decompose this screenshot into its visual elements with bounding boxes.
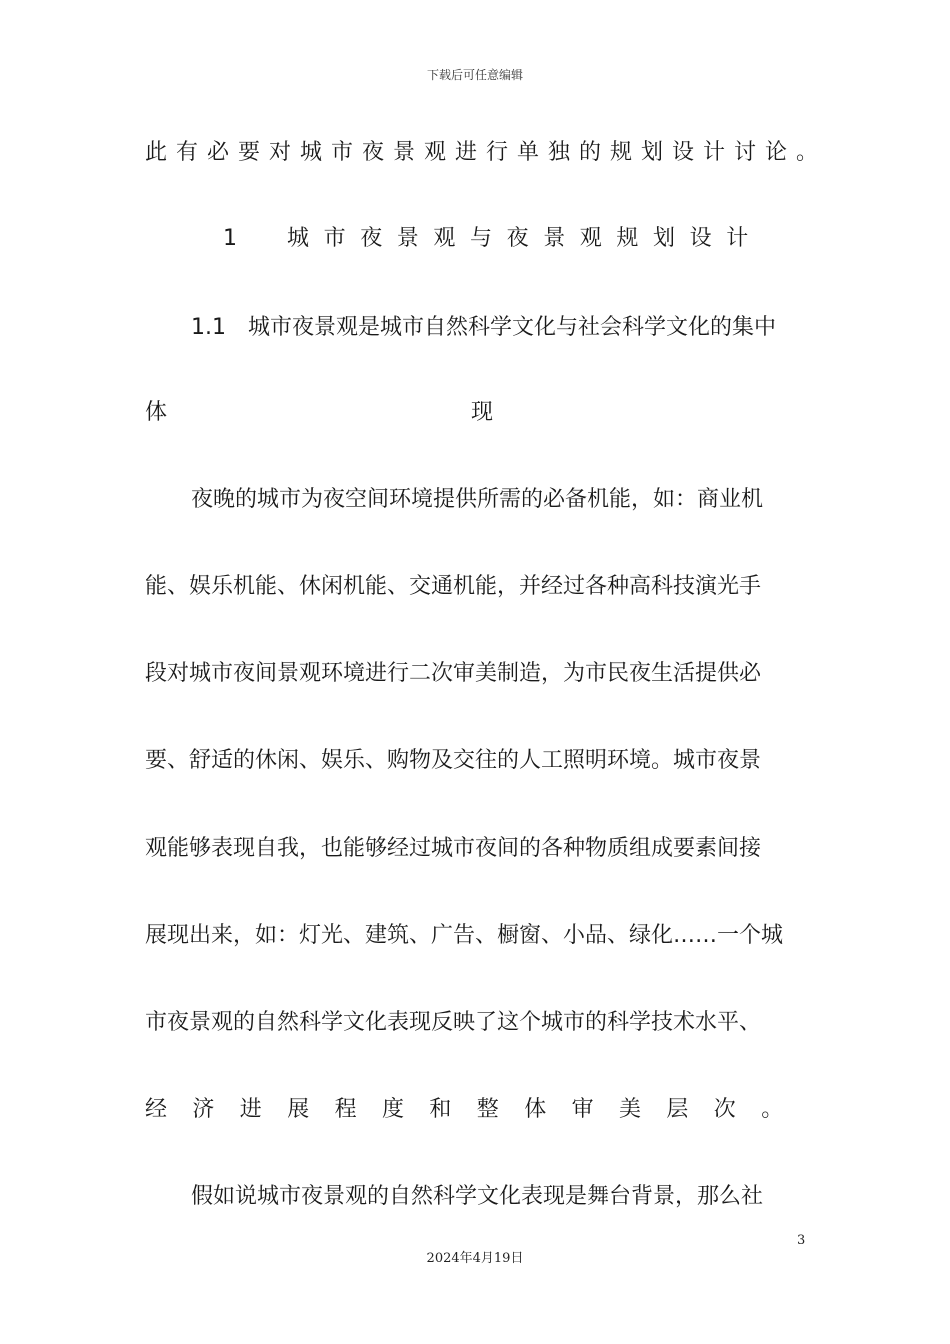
heading-char: 现: [471, 400, 494, 425]
text-line: 此有必要对城市夜景观进行单独的规划设计讨论。: [145, 140, 828, 165]
heading-char: 体: [145, 400, 168, 425]
section-number: 1: [223, 226, 237, 251]
paragraph-line: 展现出来，如：灯光、建筑、广告、橱窗、小品、绿化……一个城: [145, 923, 784, 948]
paragraph-line: 段对城市夜间景观环境进行二次审美制造，为市民夜生活提供必: [145, 661, 762, 686]
page-footer-date: 2024年4月19日: [426, 1251, 524, 1266]
paragraph-line: 要、舒适的休闲、娱乐、购物及交往的人工照明环境。城市夜景: [145, 748, 762, 773]
paragraph-line: 夜晚的城市为夜空间环境提供所需的必备机能，如：商业机: [191, 487, 764, 512]
subsection-heading: 1.1 城市夜景观是城市自然科学文化与社会科学文化的集中: [191, 315, 776, 340]
paragraph-line: 假如说城市夜景观的自然科学文化表现是舞台背景，那么社: [191, 1184, 764, 1209]
section-title: 城市夜景观与夜景观规划设计: [287, 226, 763, 251]
paragraph-line: 市夜景观的自然科学文化表现反映了这个城市的科学技术水平、: [145, 1010, 762, 1035]
paragraph-line: 观能够表现自我，也能够经过城市夜间的各种物质组成要素间接: [145, 836, 762, 861]
paragraph-line: 能、娱乐机能、休闲机能、交通机能，并经过各种高科技演光手: [145, 574, 762, 599]
page-header: 下载后可任意编辑: [426, 68, 523, 82]
page-number: 3: [797, 1233, 806, 1248]
paragraph-line: 经济进展程度和整体审美层次。: [145, 1097, 809, 1122]
